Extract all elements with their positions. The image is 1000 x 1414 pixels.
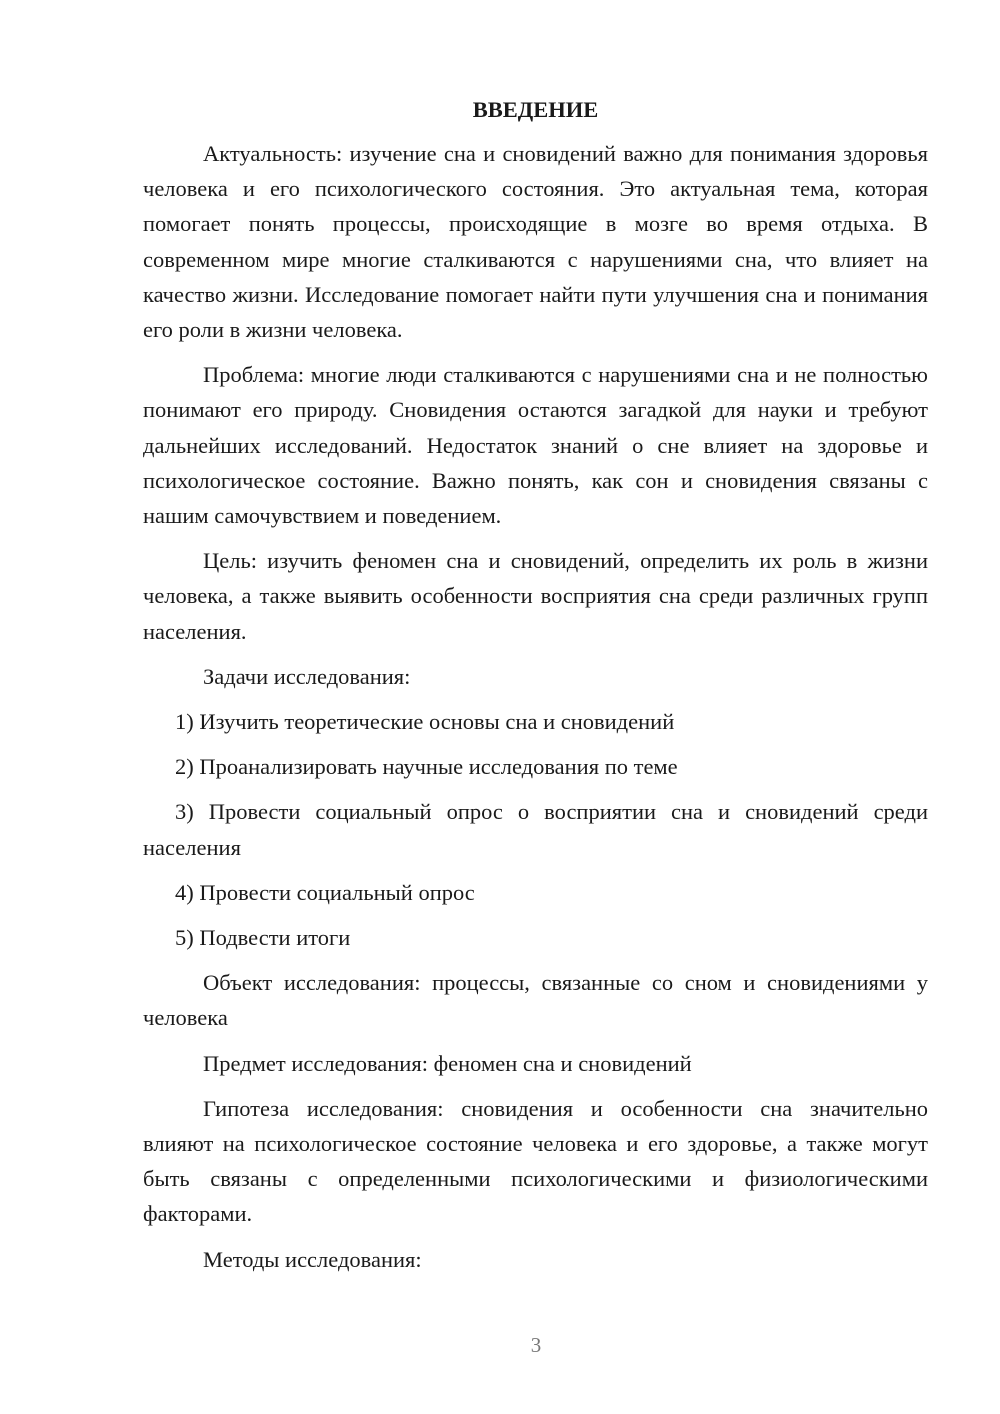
goal-paragraph: Цель: изучить феномен сна и сновидений, определить их роль в жизни человека, а также выявить особенности восприятия сна среди различных групп населения. (143, 548, 928, 644)
section-title: ВВЕДЕНИЕ (472, 97, 599, 122)
page-number: 3 (530, 1333, 542, 1357)
tasks-heading: Задачи исследования: (203, 663, 411, 689)
task-item: 4) Провести социальный опрос (175, 879, 475, 905)
methods-heading: Методы исследования: (203, 1246, 422, 1272)
subject-paragraph: Предмет исследования: феномен сна и сновидений (203, 1050, 692, 1076)
object-paragraph: Объект исследования: процессы, связанные со сном и сновидениями у человека (143, 970, 928, 1031)
task-item: 2) Проанализировать научные исследования по теме (175, 754, 678, 780)
problem-paragraph: Проблема: многие люди сталкиваются с нарушениями сна и не полностью понимают его природу. Сновидения остаются загадкой для науки и требуют дальнейших исследований. Недостаток знаний о сне влияет на здоровье и психологическое состояние. Важно понять, как сон и сновидения связаны с нашим самочувствием и поведением. (143, 362, 928, 529)
relevance-paragraph: Актуальность: изучение сна и сновидений важно для понимания здоровья человека и его психологического состояния. Это актуальная тема, которая помогает понять процессы, происходящие в мозге во время отдыха. В современном мире многие сталкиваются с нарушениями сна, что влияет на качество жизни. Исследование помогает найти пути улучшения сна и понимания его роли в жизни человека. (143, 141, 928, 343)
task-item: 3) Провести социальный опрос о восприятии сна и сновидений среди населения (143, 799, 928, 860)
page-content (143, 94, 928, 1287)
hypothesis-paragraph: Гипотеза исследования: сновидения и особенности сна значительно влияют на психологическое состояние человека и его здоровье, а также могут быть связаны с определенными психологическими и физиологическими факторами. (143, 1095, 928, 1227)
task-item: 5) Подвести итоги (175, 925, 351, 951)
task-item: 1) Изучить теоретические основы сна и сновидений (175, 709, 675, 735)
